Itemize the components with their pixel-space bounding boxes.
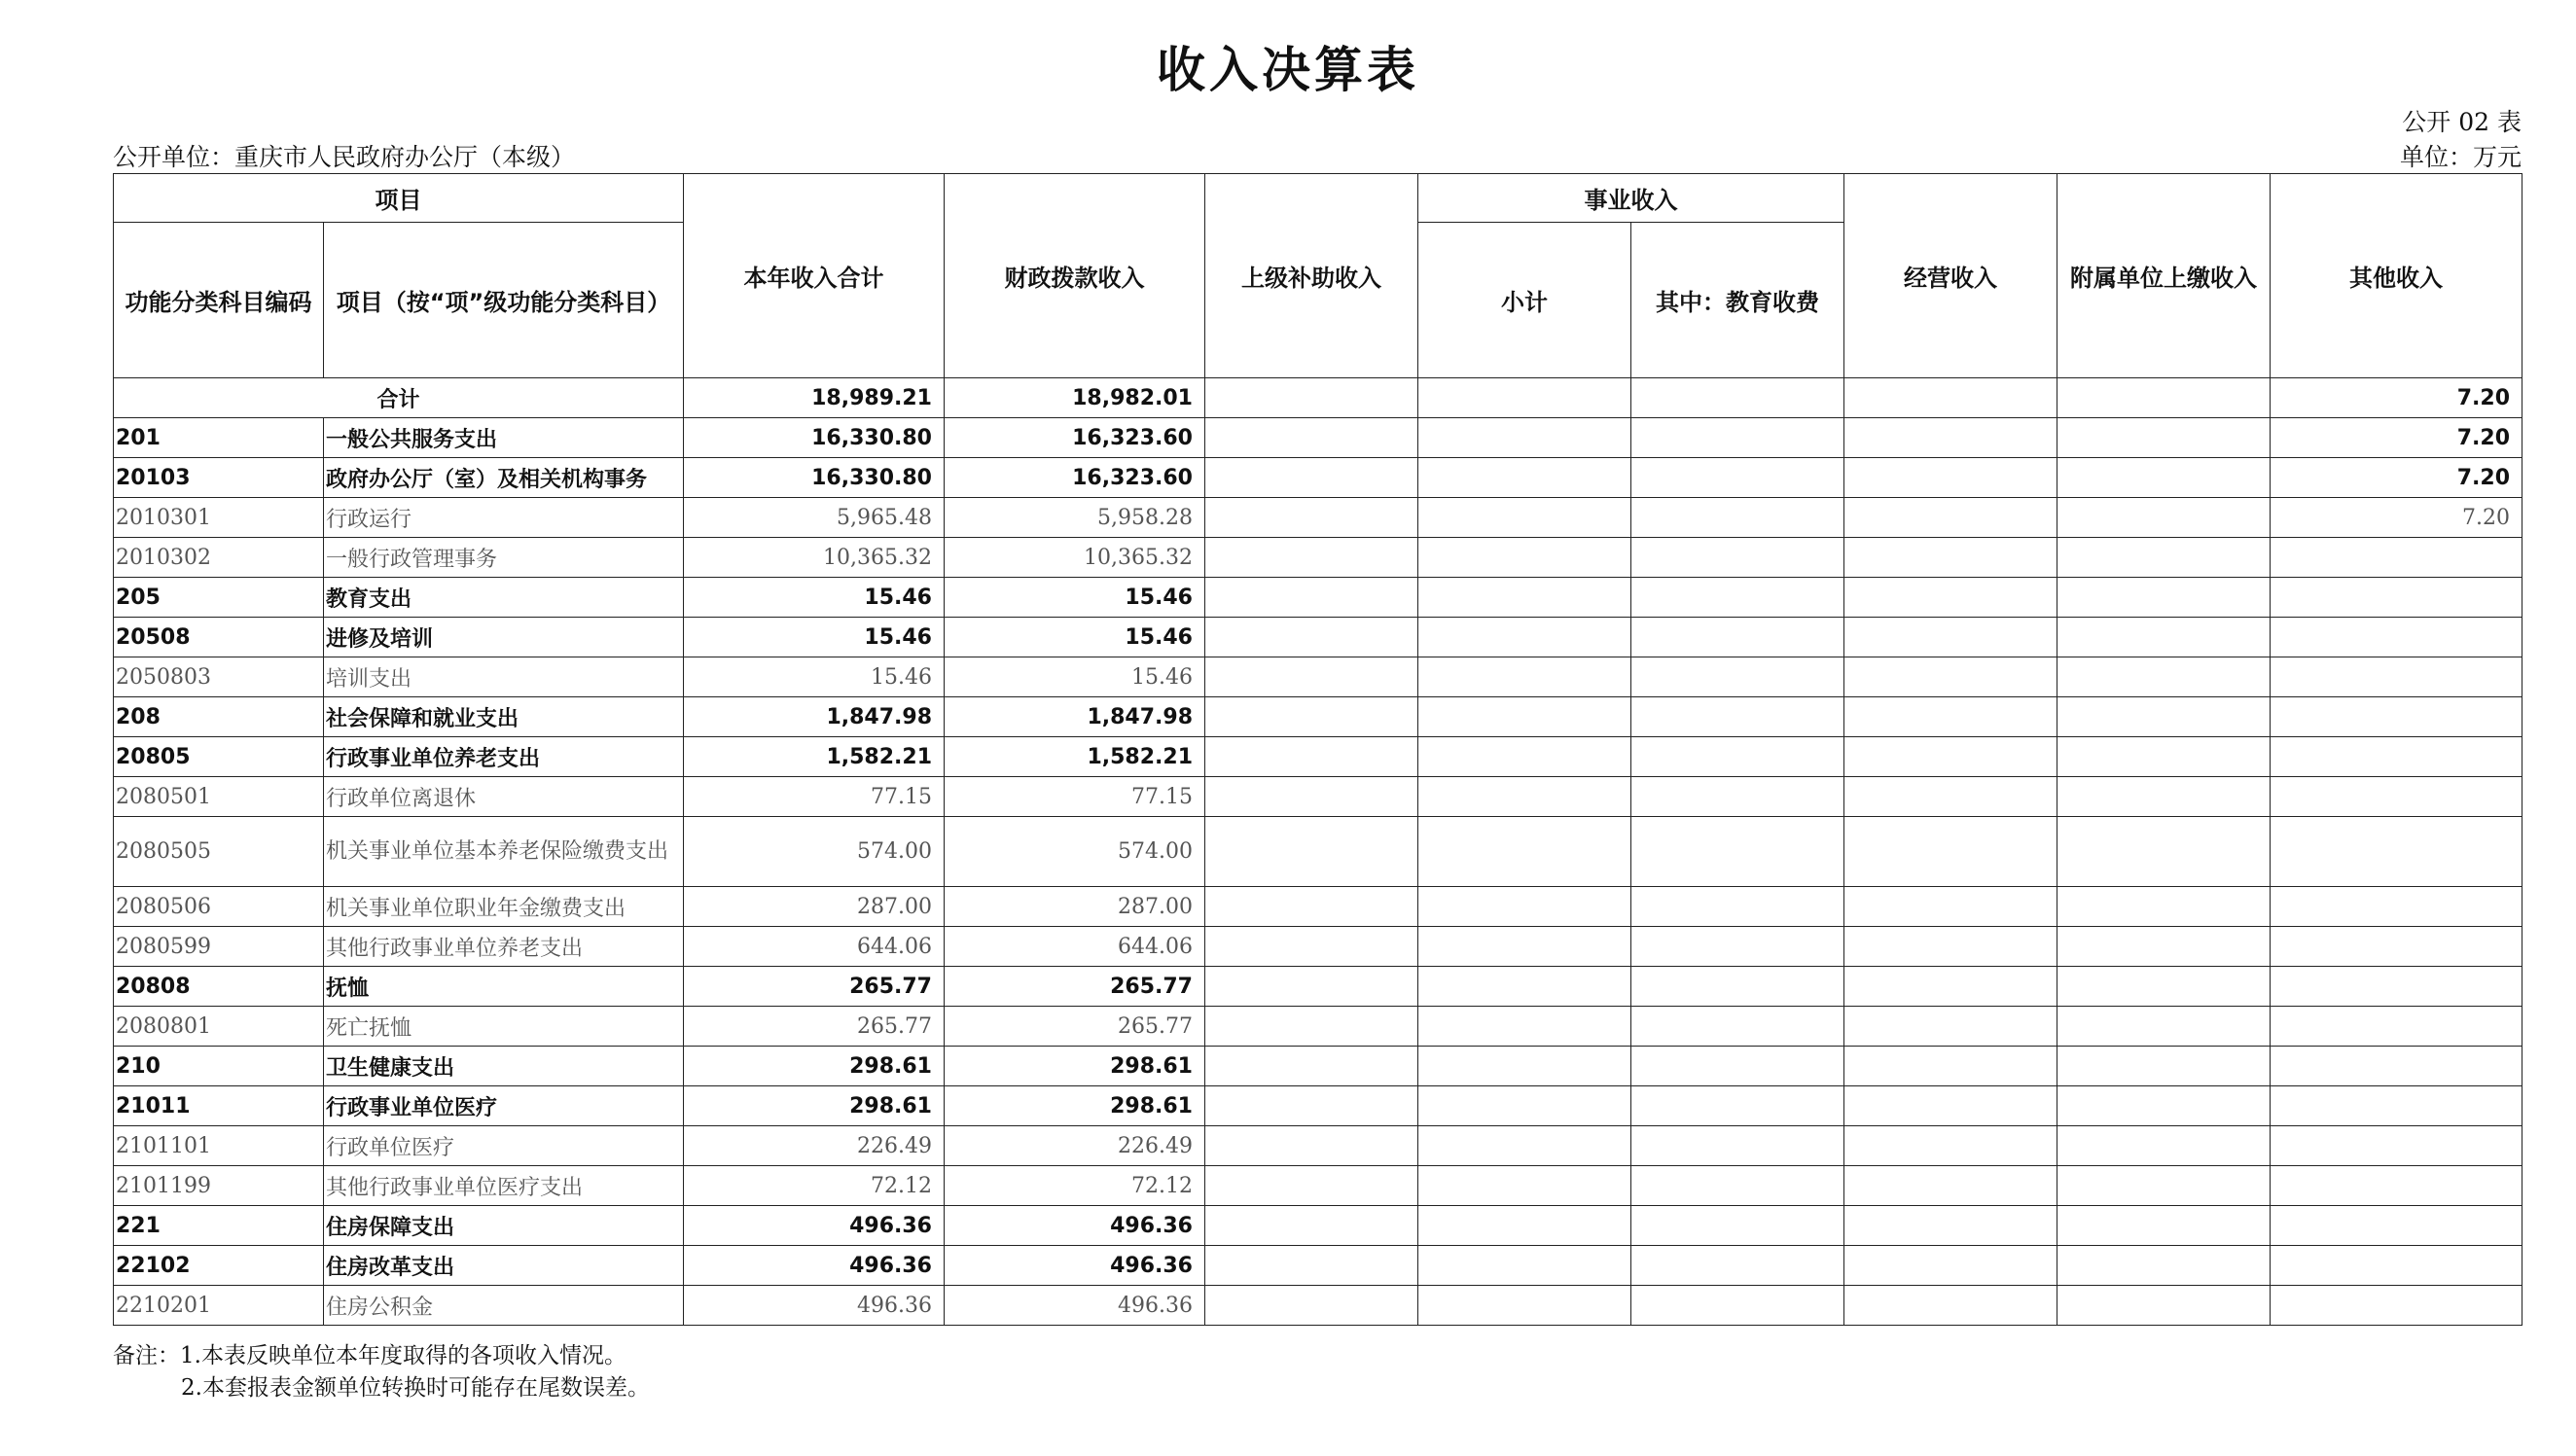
row-education-fee [1631,817,1844,887]
row-superior-subsidy [1205,1086,1418,1126]
row-name: 住房保障支出 [324,1206,684,1246]
row-other-income: 7.20 [2271,498,2522,538]
row-affiliated-income [2057,1086,2271,1126]
row-total-income: 287.00 [684,887,945,927]
total-education-fee-cell [1631,378,1844,418]
row-operating-income [1844,538,2057,578]
row-superior-subsidy [1205,498,1418,538]
row-code: 2080501 [114,777,324,817]
row-affiliated-income [2057,887,2271,927]
row-affiliated-income [2057,1166,2271,1206]
row-total-income: 1,847.98 [684,697,945,737]
table-row [114,578,2522,618]
row-code: 2080505 [114,817,324,887]
row-superior-subsidy [1205,887,1418,927]
table-row [114,887,2522,927]
row-total-income: 265.77 [684,1007,945,1047]
row-superior-subsidy [1205,1007,1418,1047]
row-business-subtotal [1418,1126,1631,1166]
row-superior-subsidy [1205,817,1418,887]
row-education-fee [1631,618,1844,657]
row-fiscal-allocation: 72.12 [945,1166,1205,1206]
table-row [114,618,2522,657]
row-total-income: 574.00 [684,817,945,887]
row-name: 机关事业单位职业年金缴费支出 [324,887,684,927]
row-operating-income [1844,777,2057,817]
row-name: 住房公积金 [324,1286,684,1326]
row-other-income [2271,538,2522,578]
row-name: 其他行政事业单位医疗支出 [324,1166,684,1206]
row-superior-subsidy [1205,1206,1418,1246]
row-business-subtotal [1418,618,1631,657]
row-business-subtotal [1418,1166,1631,1206]
row-superior-subsidy [1205,1166,1418,1206]
row-total-income: 72.12 [684,1166,945,1206]
row-affiliated-income [2057,578,2271,618]
row-other-income [2271,657,2522,697]
row-name: 政府办公厅（室）及相关机构事务 [324,458,684,498]
row-business-subtotal [1418,538,1631,578]
row-code: 210 [114,1047,324,1086]
header-business-income: 事业收入 [1418,174,1844,223]
notes [113,1340,650,1404]
row-other-income [2271,817,2522,887]
row-business-subtotal [1418,697,1631,737]
row-fiscal-allocation: 10,365.32 [945,538,1205,578]
row-superior-subsidy [1205,1126,1418,1166]
row-affiliated-income [2057,1126,2271,1166]
row-total-income: 265.77 [684,967,945,1007]
table-row [114,817,2522,887]
table-row [114,418,2522,458]
row-fiscal-allocation: 265.77 [945,967,1205,1007]
table-row [114,458,2522,498]
row-business-subtotal [1418,817,1631,887]
row-education-fee [1631,1007,1844,1047]
row-education-fee [1631,927,1844,967]
row-name: 住房改革支出 [324,1246,684,1286]
row-name: 死亡抚恤 [324,1007,684,1047]
row-total-income: 226.49 [684,1126,945,1166]
row-education-fee [1631,1206,1844,1246]
row-code: 2010302 [114,538,324,578]
note-line-1: 备注：1.本表反映单位本年度取得的各项收入情况。 [113,1343,626,1368]
row-code: 2080801 [114,1007,324,1047]
row-fiscal-allocation: 15.46 [945,578,1205,618]
row-superior-subsidy [1205,418,1418,458]
row-affiliated-income [2057,737,2271,777]
row-other-income [2271,697,2522,737]
row-total-income: 15.46 [684,618,945,657]
row-education-fee [1631,498,1844,538]
row-business-subtotal [1418,458,1631,498]
row-education-fee [1631,967,1844,1007]
row-name: 一般行政管理事务 [324,538,684,578]
row-name: 机关事业单位基本养老保险缴费支出 [324,817,684,887]
row-other-income [2271,777,2522,817]
row-business-subtotal [1418,967,1631,1007]
header-project: 项目 [114,174,684,223]
row-operating-income [1844,1166,2057,1206]
row-affiliated-income [2057,538,2271,578]
row-fiscal-allocation: 287.00 [945,887,1205,927]
row-operating-income [1844,1246,2057,1286]
row-total-income: 5,965.48 [684,498,945,538]
row-code: 2010301 [114,498,324,538]
row-operating-income [1844,1047,2057,1086]
row-affiliated-income [2057,657,2271,697]
row-operating-income [1844,697,2057,737]
total-operating-cell [1844,378,2057,418]
row-other-income [2271,1126,2522,1166]
row-fiscal-allocation: 16,323.60 [945,418,1205,458]
row-code: 20805 [114,737,324,777]
row-name: 社会保障和就业支出 [324,697,684,737]
row-superior-subsidy [1205,1286,1418,1326]
table-row [114,1047,2522,1086]
row-fiscal-allocation: 5,958.28 [945,498,1205,538]
header-operating-income: 经营收入 [1844,174,2057,378]
table-row [114,927,2522,967]
header-other-income: 其他收入 [2271,174,2522,378]
row-affiliated-income [2057,927,2271,967]
row-operating-income [1844,967,2057,1007]
row-operating-income [1844,737,2057,777]
row-code: 22102 [114,1246,324,1286]
row-other-income [2271,927,2522,967]
row-name: 其他行政事业单位养老支出 [324,927,684,967]
row-education-fee [1631,418,1844,458]
table-row [114,737,2522,777]
row-name: 一般公共服务支出 [324,418,684,458]
row-superior-subsidy [1205,697,1418,737]
row-name: 行政事业单位养老支出 [324,737,684,777]
row-operating-income [1844,1286,2057,1326]
table-row [114,1126,2522,1166]
row-code: 21011 [114,1086,324,1126]
total-fiscal-value: 18,982.01 [945,378,1205,418]
row-affiliated-income [2057,498,2271,538]
row-affiliated-income [2057,697,2271,737]
row-business-subtotal [1418,1047,1631,1086]
row-education-fee [1631,777,1844,817]
row-superior-subsidy [1205,538,1418,578]
row-code: 2101199 [114,1166,324,1206]
row-name: 行政单位医疗 [324,1126,684,1166]
header-education-fee: 其中：教育收费 [1631,223,1844,378]
row-education-fee [1631,887,1844,927]
row-name: 进修及培训 [324,618,684,657]
total-income-value: 18,989.21 [684,378,945,418]
total-other-value: 7.20 [2271,378,2522,418]
total-row [114,378,2522,418]
row-education-fee [1631,1166,1844,1206]
row-fiscal-allocation: 1,582.21 [945,737,1205,777]
row-superior-subsidy [1205,777,1418,817]
table-row [114,1246,2522,1286]
row-operating-income [1844,458,2057,498]
row-education-fee [1631,1086,1844,1126]
header-total-income: 本年收入合计 [684,174,945,378]
row-fiscal-allocation: 226.49 [945,1126,1205,1166]
table-row [114,1166,2522,1206]
row-code: 208 [114,697,324,737]
header-subtotal: 小计 [1418,223,1631,378]
row-fiscal-allocation: 1,847.98 [945,697,1205,737]
table-row [114,697,2522,737]
row-other-income [2271,1007,2522,1047]
row-fiscal-allocation: 496.36 [945,1206,1205,1246]
row-education-fee [1631,657,1844,697]
row-business-subtotal [1418,1007,1631,1047]
row-business-subtotal [1418,657,1631,697]
header-func-name: 项目（按“项”级功能分类科目） [324,223,684,378]
header-affiliated-income: 附属单位上缴收入 [2057,174,2271,378]
row-code: 221 [114,1206,324,1246]
row-affiliated-income [2057,1246,2271,1286]
row-affiliated-income [2057,777,2271,817]
row-superior-subsidy [1205,657,1418,697]
table-row [114,967,2522,1007]
row-operating-income [1844,927,2057,967]
row-business-subtotal [1418,1086,1631,1126]
row-operating-income [1844,418,2057,458]
row-education-fee [1631,538,1844,578]
row-code: 2210201 [114,1286,324,1326]
header-func-code: 功能分类科目编码 [114,223,324,378]
row-total-income: 496.36 [684,1246,945,1286]
row-superior-subsidy [1205,1047,1418,1086]
row-fiscal-allocation: 265.77 [945,1007,1205,1047]
table-row [114,538,2522,578]
row-code: 2050803 [114,657,324,697]
row-operating-income [1844,1007,2057,1047]
table-row [114,1086,2522,1126]
note-line-2: 2.本套报表金额单位转换时可能存在尾数误差。 [181,1375,650,1401]
row-other-income [2271,1047,2522,1086]
row-operating-income [1844,1206,2057,1246]
row-operating-income [1844,618,2057,657]
row-education-fee [1631,737,1844,777]
row-other-income [2271,1086,2522,1126]
row-operating-income [1844,1086,2057,1126]
row-total-income: 298.61 [684,1086,945,1126]
row-name: 行政事业单位医疗 [324,1086,684,1126]
row-fiscal-allocation: 496.36 [945,1246,1205,1286]
table-row [114,1007,2522,1047]
row-code: 20508 [114,618,324,657]
row-other-income [2271,887,2522,927]
row-total-income: 77.15 [684,777,945,817]
total-label: 合计 [114,378,684,418]
row-affiliated-income [2057,967,2271,1007]
row-name: 教育支出 [324,578,684,618]
row-fiscal-allocation: 15.46 [945,618,1205,657]
row-operating-income [1844,578,2057,618]
row-code: 20103 [114,458,324,498]
row-operating-income [1844,498,2057,538]
row-other-income [2271,1246,2522,1286]
row-operating-income [1844,1126,2057,1166]
row-total-income: 298.61 [684,1047,945,1086]
row-fiscal-allocation: 644.06 [945,927,1205,967]
row-total-income: 16,330.80 [684,458,945,498]
row-affiliated-income [2057,458,2271,498]
row-affiliated-income [2057,1007,2271,1047]
table-row [114,657,2522,697]
row-affiliated-income [2057,418,2271,458]
table-header [114,174,2522,378]
row-other-income: 7.20 [2271,418,2522,458]
row-superior-subsidy [1205,618,1418,657]
row-fiscal-allocation: 574.00 [945,817,1205,887]
row-other-income [2271,1166,2522,1206]
row-name: 抚恤 [324,967,684,1007]
row-business-subtotal [1418,1246,1631,1286]
row-superior-subsidy [1205,1246,1418,1286]
row-fiscal-allocation: 77.15 [945,777,1205,817]
row-name: 行政运行 [324,498,684,538]
row-code: 201 [114,418,324,458]
row-total-income: 15.46 [684,578,945,618]
row-business-subtotal [1418,418,1631,458]
row-education-fee [1631,1286,1844,1326]
table-row [114,1206,2522,1246]
header-fiscal-allocation: 财政拨款收入 [945,174,1205,378]
row-total-income: 496.36 [684,1286,945,1326]
row-other-income [2271,1206,2522,1246]
row-business-subtotal [1418,737,1631,777]
row-business-subtotal [1418,498,1631,538]
table-row [114,777,2522,817]
header-superior-subsidy: 上级补助收入 [1205,174,1418,378]
row-code: 2080506 [114,887,324,927]
row-education-fee [1631,1246,1844,1286]
row-business-subtotal [1418,927,1631,967]
table-number: 公开 02 表 [2402,108,2522,136]
row-other-income [2271,618,2522,657]
row-education-fee [1631,578,1844,618]
table-row [114,498,2522,538]
total-affiliated-cell [2057,378,2271,418]
row-education-fee [1631,697,1844,737]
row-other-income: 7.20 [2271,458,2522,498]
row-other-income [2271,967,2522,1007]
row-education-fee [1631,458,1844,498]
table-body [114,378,2522,1326]
total-superior-subsidy-cell [1205,378,1418,418]
table-row [114,1286,2522,1326]
row-other-income [2271,737,2522,777]
row-total-income: 10,365.32 [684,538,945,578]
row-fiscal-allocation: 496.36 [945,1286,1205,1326]
row-fiscal-allocation: 16,323.60 [945,458,1205,498]
row-total-income: 1,582.21 [684,737,945,777]
row-name: 行政单位离退休 [324,777,684,817]
row-other-income [2271,578,2522,618]
row-code: 205 [114,578,324,618]
row-name: 培训支出 [324,657,684,697]
row-business-subtotal [1418,578,1631,618]
row-total-income: 496.36 [684,1206,945,1246]
row-operating-income [1844,887,2057,927]
row-superior-subsidy [1205,458,1418,498]
row-other-income [2271,1286,2522,1326]
row-business-subtotal [1418,777,1631,817]
row-education-fee [1631,1047,1844,1086]
row-superior-subsidy [1205,737,1418,777]
row-affiliated-income [2057,1286,2271,1326]
row-affiliated-income [2057,1206,2271,1246]
row-total-income: 644.06 [684,927,945,967]
row-education-fee [1631,1126,1844,1166]
row-operating-income [1844,657,2057,697]
row-business-subtotal [1418,1286,1631,1326]
income-table [113,173,2522,1326]
money-unit: 单位：万元 [2399,143,2522,171]
row-superior-subsidy [1205,927,1418,967]
row-operating-income [1844,817,2057,887]
row-fiscal-allocation: 298.61 [945,1086,1205,1126]
row-affiliated-income [2057,618,2271,657]
row-fiscal-allocation: 15.46 [945,657,1205,697]
row-superior-subsidy [1205,578,1418,618]
row-business-subtotal [1418,887,1631,927]
row-code: 2080599 [114,927,324,967]
row-affiliated-income [2057,817,2271,887]
row-code: 20808 [114,967,324,1007]
row-total-income: 15.46 [684,657,945,697]
total-subtotal-cell [1418,378,1631,418]
reporting-unit: 公开单位：重庆市人民政府办公厅（本级） [113,143,576,171]
row-fiscal-allocation: 298.61 [945,1047,1205,1086]
page-title: 收入决算表 [1157,42,1419,98]
row-superior-subsidy [1205,967,1418,1007]
row-name: 卫生健康支出 [324,1047,684,1086]
row-business-subtotal [1418,1206,1631,1246]
row-affiliated-income [2057,1047,2271,1086]
row-code: 2101101 [114,1126,324,1166]
row-total-income: 16,330.80 [684,418,945,458]
